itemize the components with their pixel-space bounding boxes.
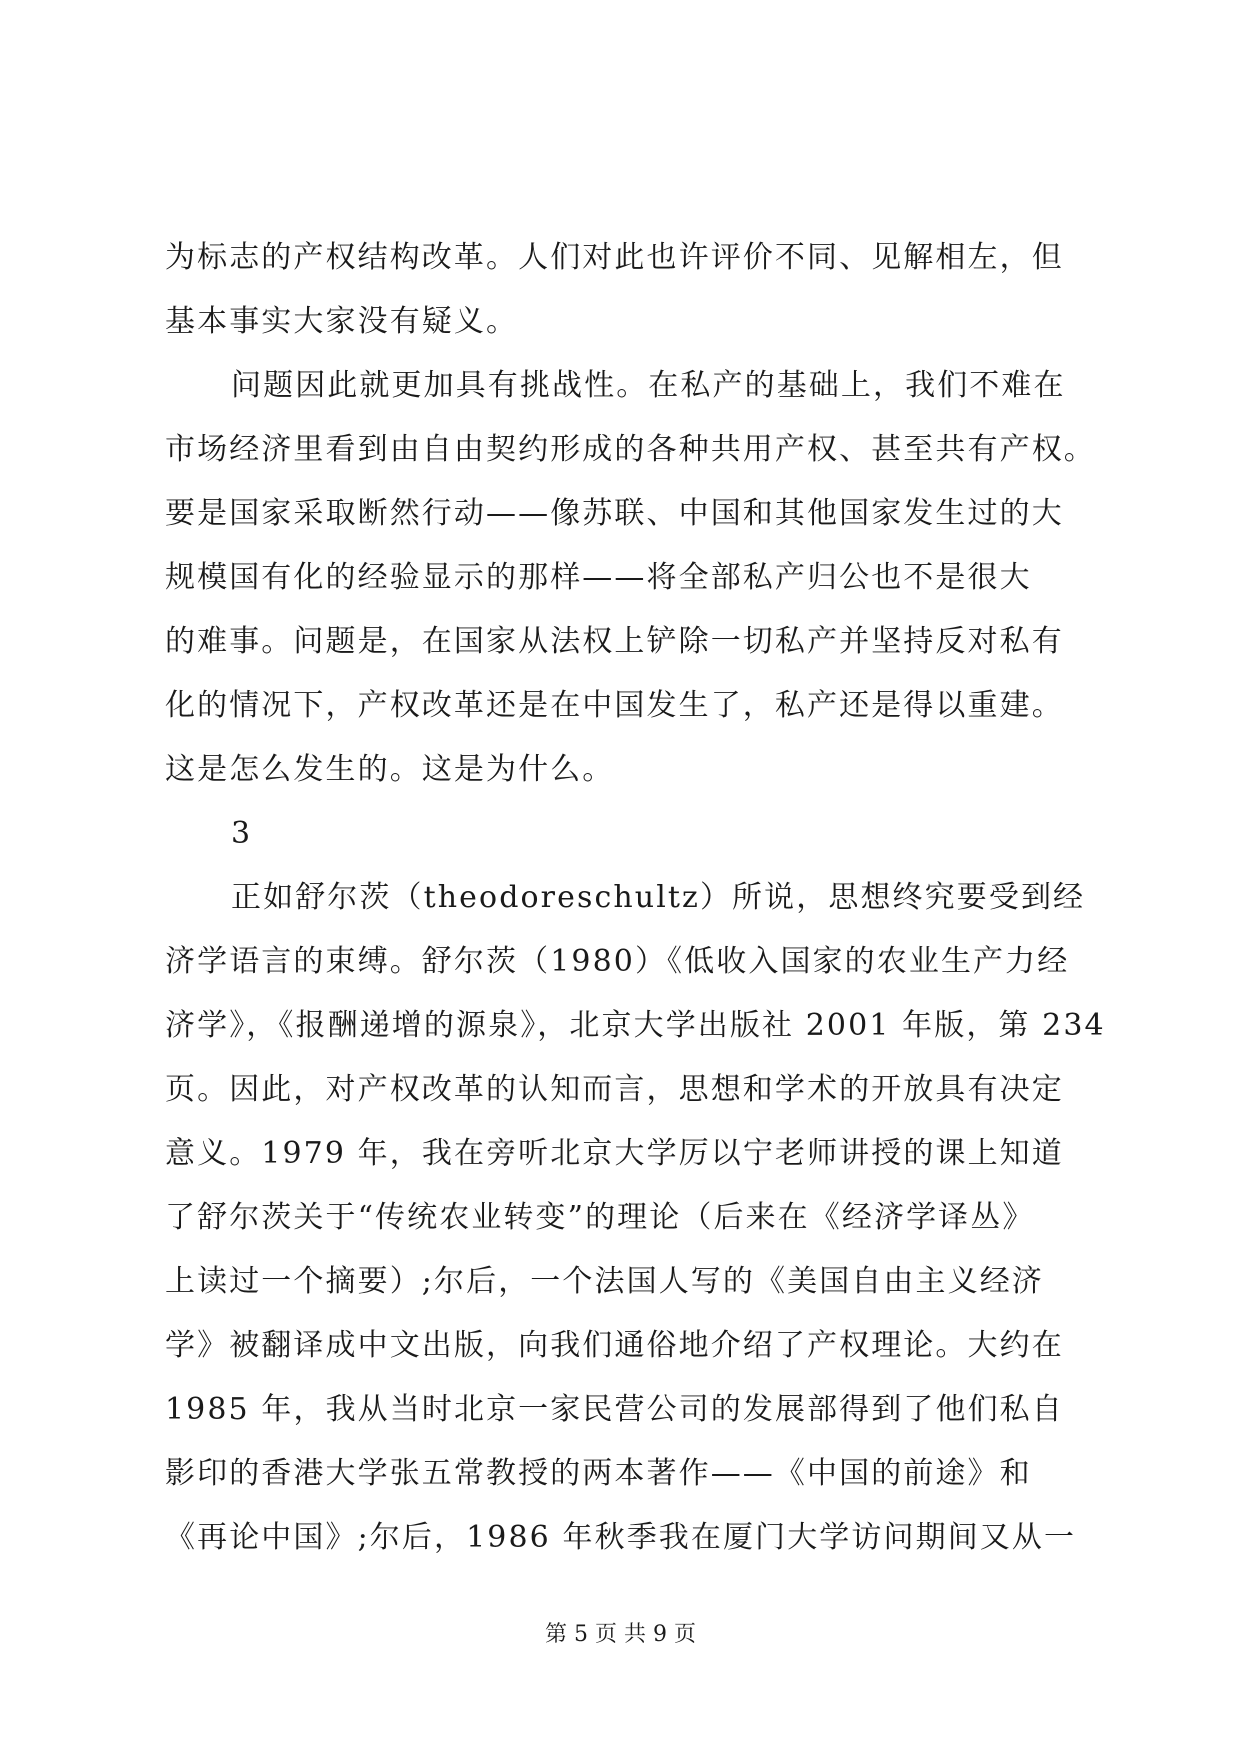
- text-line: 了舒尔茨关于“传统农业转变”的理论（后来在《经济学译丛》: [165, 1200, 1035, 1235]
- paragraph-start-line: 问题因此就更加具有挑战性。在私产的基础上，我们不难在: [231, 368, 1066, 403]
- page-number-label: 第 5 页 共 9 页: [545, 1622, 696, 1647]
- text-line: 这是怎么发生的。这是为什么。: [165, 752, 615, 787]
- paragraph-start-line: 正如舒尔茨（theodoreschultz）所说，思想终究要受到经: [231, 880, 1086, 915]
- text-line: 页。因此，对产权改革的认知而言，思想和学术的开放具有决定: [165, 1072, 1064, 1107]
- section-number: 3: [231, 816, 253, 851]
- text-line: 《再论中国》;尔后，1986 年秋季我在厦门大学访问期间又从一: [165, 1520, 1077, 1555]
- text-line: 意义。1979 年，我在旁听北京大学厉以宁老师讲授的课上知道: [165, 1136, 1064, 1171]
- text-line: 规模国有化的经验显示的那样——将全部私产归公也不是很大: [165, 560, 1032, 595]
- body-text: [165, 226, 1106, 1570]
- text-line: 的难事。问题是，在国家从法权上铲除一切私产并坚持反对私有: [165, 624, 1064, 659]
- text-line: 影印的香港大学张五常教授的两本著作——《中国的前途》和: [165, 1456, 1032, 1491]
- text-line: 1985 年，我从当时北京一家民营公司的发展部得到了他们私自: [165, 1392, 1064, 1427]
- text-line: 上读过一个摘要）;尔后，一个法国人写的《美国自由主义经济: [165, 1264, 1044, 1299]
- text-line: 济学》，《报酬递增的源泉》，北京大学出版社 2001 年版，第 234: [165, 1008, 1106, 1043]
- text-line: 济学语言的束缚。舒尔茨（1980）《低收入国家的农业生产力经: [165, 944, 1070, 979]
- text-line: 化的情况下，产权改革还是在中国发生了，私产还是得以重建。: [165, 688, 1064, 723]
- text-line: 市场经济里看到由自由契约形成的各种共用产权、甚至共有产权。: [165, 432, 1096, 467]
- text-line: 为标志的产权结构改革。人们对此也许评价不同、见解相左，但: [165, 240, 1064, 275]
- text-line: 基本事实大家没有疑义。: [165, 304, 519, 339]
- page-footer: [0, 1620, 1241, 1650]
- text-line: 学》被翻译成中文出版，向我们通俗地介绍了产权理论。大约在: [165, 1328, 1064, 1363]
- text-line: 要是国家采取断然行动——像苏联、中国和其他国家发生过的大: [165, 496, 1064, 531]
